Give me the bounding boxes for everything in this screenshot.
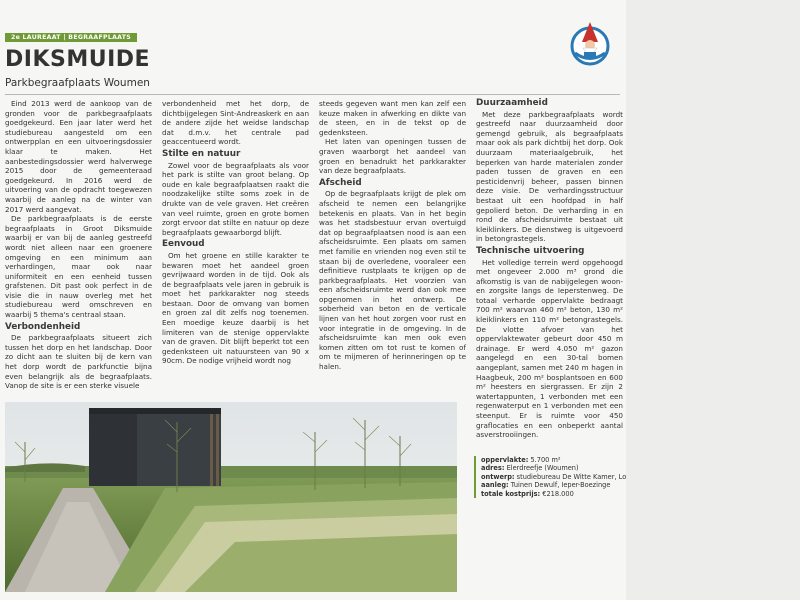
project-facts-box xyxy=(474,456,631,498)
gnome-award-logo-icon xyxy=(561,20,619,66)
facing-page-edge xyxy=(626,0,800,600)
cemetery-photo xyxy=(5,402,457,592)
text-column-2 xyxy=(162,99,309,366)
fact-oppervlakte: oppervlakte: 5.700 m² xyxy=(481,456,561,464)
category-badge: 2e LAUREAAT | BEGRAAFPLAATS xyxy=(5,33,137,42)
vision-paragraph: De parkbegraafplaats is de eerste begraafplaats in Groot Diksmuide waarbij er van bij de aanleg gestreefd wordt niet alleen naar een groenere omgeving en een minimum aan verhardingen, maar ook naar uniformiteit en een eenheid tussen grafstenen. Dit past ook perfect in de visie die in nauw overleg met het studiebureau werd omschreven en waarbij 5 thema's centraal staan. xyxy=(5,214,152,320)
heading-eenvoud: Eenvoud xyxy=(162,239,205,250)
heading-afscheid: Afscheid xyxy=(319,177,362,188)
heading-verbondenheid: Verbondenheid xyxy=(5,321,81,332)
text-column-1 xyxy=(5,99,152,391)
openingen-paragraph: Het laten van openingen tussen de graven waarborgt het aandeel van groen en benadrukt het parkkarakter van deze begraafplaats. xyxy=(319,137,466,176)
fact-ontwerp: ontwerp: studiebureau De Witte Kamer, Lo xyxy=(481,472,627,481)
technische-paragraph: Het volledige terrein werd opgehoogd met ongeveer 2.000 m³ grond die afkomstig is van de nabijgelegen woon- en zorgsite langs de Ieperstenweg. De totaal verharde oppervlakte bedraagt 700 m² waarvan 460 m² beton, 130 m² kleiklinkers en 110 m² betongrastegels. De vlotte afvoer van het oppervlaktewater gebeurt door 450 m drainage. Er werd 4.050 m² gazon aangelegd en een 30-tal bomen aangeplant, samen met 240 m hagen in Haagbeuk, 200 m² bosplantsoen en 600 m² heesters en siergrassen. Er zijn 2 watertappunten, 1 verbonden met een regenwaterput en 1 verbonden met een steenput. Er is ruimte voor 450 graflocaties en een onbeperkt aantal asverstrooiingen. xyxy=(476,257,623,440)
verbondenheid-paragraph: De parkbegraafplaats situeert zich tussen het dorp en het landschap. Door zo dicht aan te sluiten bij de kern van het dorp wordt de parkfunctie bijna even belangrijk als de begraafplaats. Vanop de site is er een sterke visuele xyxy=(5,333,152,391)
heading-technische-uitvoering: Technische uitvoering xyxy=(476,245,585,256)
heading-duurzaamheid: Duurzaamheid xyxy=(476,98,548,108)
fact-adres: adres: Elerdreefje (Woumen) xyxy=(481,464,579,473)
page-subtitle: Parkbegraafplaats Woumen xyxy=(5,77,150,89)
fact-aanleg: aanleg: Tuinen Dewulf, Ieper-Boezinge xyxy=(481,481,611,490)
eenvoud-continued: steeds gegeven want men kan zelf een keuze maken in afwerking en dikte van de steen, en in de tekst op de gedenksteen. xyxy=(319,99,466,137)
page-title: DIKSMUIDE xyxy=(5,47,151,72)
header-rule xyxy=(5,94,620,95)
duurzaamheid-paragraph: Met deze parkbegraafplaats wordt gestreefd naar duurzaamheid door gemengd gebruik, als begraafplaats maar ook als park dichtbij het dorp. Ook duurzaam materiaalgebruik, het beperken van harde materialen zonder paden tussen de graven en een pesticidenvrij beheer, passen binnen deze visie. De verhardingsstructuur bestaat uit een hoofdpad in half gepolierd beton. De verharding in en rond de afscheidsruimte bestaat uit kleiklinkers. De dienstweg is uitgevoerd in betongrastegels. xyxy=(476,109,623,244)
text-column-4 xyxy=(476,99,623,440)
stilte-paragraph: Zowel voor de begraafplaats als voor het park is stilte van groot belang. Op oude en kale begraafplaatsen raakt die noodzakelijke stilte soms zoek in de drukte van de vele graven. Het creëren van veel ruimte, groen en grote bomen zorgt ervoor dat stilte en natuur op deze begraafplaats gewaarborgd blijft. xyxy=(162,160,309,237)
afscheid-paragraph: Op de begraafplaats krijgt de plek om afscheid te nemen een belangrijke betekenis en plaats. Van in het begin was het stadsbestuur ervan overtuigd dat op begraafplaatsen nood is aan een afscheidsruimte. Een plaats om samen met familie en vrienden nog even stil te staan bij de overledene, vooraleer een definitieve rustplaats te krijgen op de parkbegraafplaats. Het voorzien van een afscheidsruimte werd dan ook mee opgenomen in het ontwerp. De soberheid van beton en de verticale lijnen van het hout zorgen voor rust en voor integratie in de omgeving. In de afscheidsruimte kan men ook even komen zitten om tot rust te komen of om te mijmeren of herinneringen op te halen. xyxy=(319,189,466,372)
eenvoud-paragraph: Om het groene en stille karakter te bewaren moet het aandeel groen gevrijwaard worden in de tijd. Ook als de begraafplaats vele jaren in gebruik is moet het parkkarakter nog steeds bestaan. Door de omvang van bomen en groen zal dit zelfs nog toenemen. Een moedige keuze daarbij is het limiteren van de stenige oppervlakte van de graven. Dit blijft beperkt tot een gedenksteen uit natuursteen van 90 x 90cm. De nodige vrijheid wordt nog xyxy=(162,250,309,366)
intro-paragraph: Eind 2013 werd de aankoop van de gronden voor de parkbegraafplaats goedgekeurd. Een jaar later werd het studiebureau aangesteld om een ontwerpplan en een uitvoeringsdossier klaar te maken. Het aanbestedingsdossier werd halverwege 2015 door de gemeenteraad goedgekeurd. In 2016 werd de uitvoering van de opdracht toegewezen waarbij de aanleg na de winter van 2017 werd aangevat. xyxy=(5,99,152,214)
text-column-3 xyxy=(319,99,466,372)
verbondenheid-continued: verbondenheid met het dorp, de dichtbijgelegen Sint-Andreaskerk en aan de andere zijde het weidse landschap dat d.m.v. het centrale pad geaccentueerd wordt. xyxy=(162,99,309,147)
heading-stilte-en-natuur: Stilte en natuur xyxy=(162,148,241,159)
fact-kostprijs: totale kostprijs: €218.000 xyxy=(481,489,574,498)
